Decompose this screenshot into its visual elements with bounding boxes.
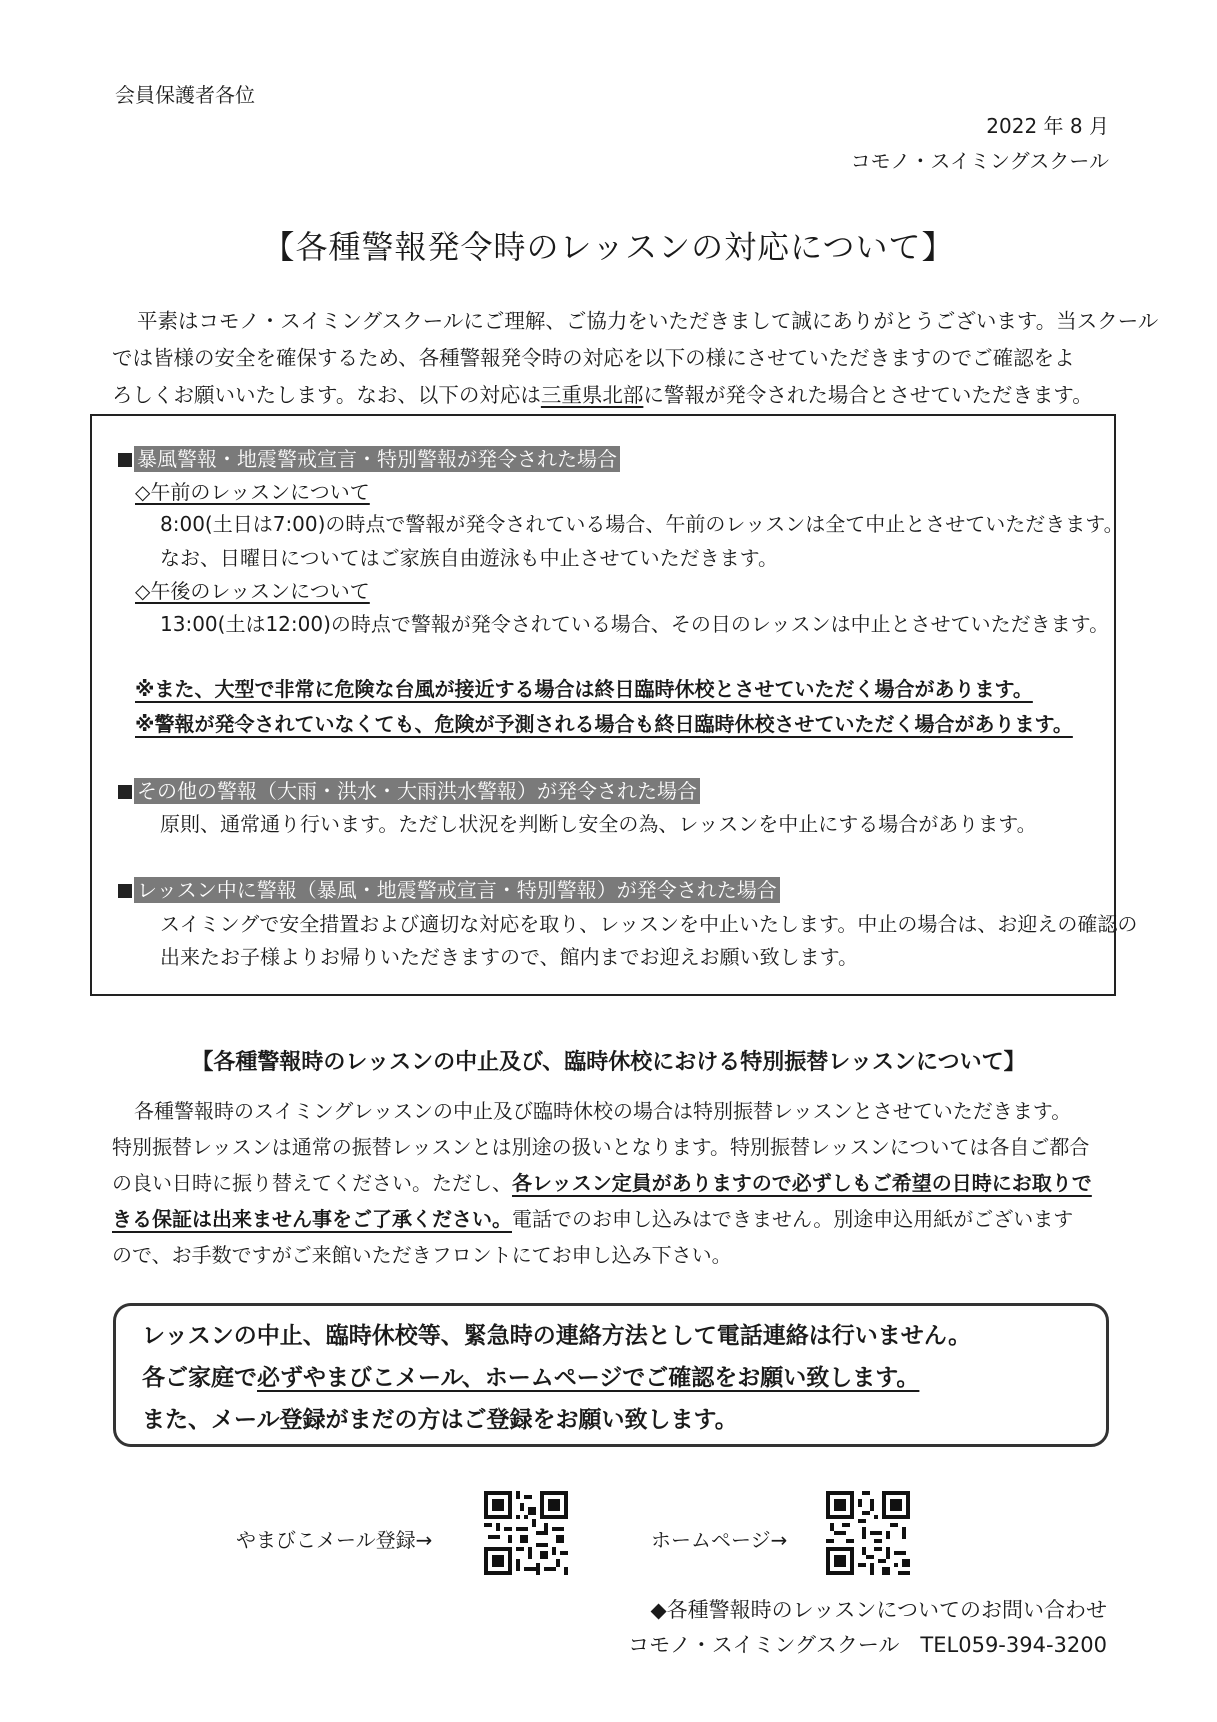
region-emphasis: 三重県北部: [540, 383, 644, 407]
square-bullet-icon: [118, 453, 132, 467]
sec1-heading-text: 暴風警報・地震警戒宣言・特別警報が発令された場合: [134, 446, 620, 472]
am-lesson-label: [135, 479, 370, 505]
issuer-name: コモノ・スイミングスクール: [850, 149, 1109, 173]
intro-paragraph: [112, 303, 1159, 414]
am-lesson-label-text: ◇午前のレッスンについて: [135, 480, 370, 504]
am-lesson-text-2: なお、日曜日についてはご家族自由遊泳も中止させていただきます。: [160, 546, 778, 570]
capacity-emphasis-2: きる保証は出来ません事をご了承ください。: [112, 1207, 512, 1231]
square-bullet-icon: [118, 884, 132, 898]
yamabiko-mail-label: やまびこメール登録→: [236, 1528, 433, 1552]
pm-lesson-label: [135, 578, 370, 604]
section2-line-3: [112, 1165, 1112, 1201]
typhoon-note-text: ※また、大型で非常に危険な台風が接近する場合は終日臨時休校とさせていただく場合があります。: [135, 677, 1033, 701]
sec1-heading: [118, 446, 620, 472]
page-title: 【各種警報発令時のレッスンの対応について】: [262, 228, 955, 266]
recipient: 会員保護者各位: [115, 83, 255, 107]
notice-line-2-emphasis: 必ずやまびこメール、ホームページでご確認をお願い致します。: [257, 1365, 920, 1391]
yamabiko-mail-qr-code[interactable]: [484, 1491, 568, 1575]
sec3-text-1: スイミングで安全措置および適切な対応を取り、レッスンを中止いたします。中止の場合は、お迎えの確認の: [160, 912, 1138, 936]
intro-line-1: 平素はコモノ・スイミングスクールにご理解、ご協力をいただきまして誠にありがとうございます。当スクール: [137, 309, 1159, 333]
section2-line-4-post: 電話でのお申し込みはできません。別途申込用紙がございます: [512, 1207, 1074, 1231]
section2-line-3-pre: の良い日時に振り替えてください。ただし、: [112, 1171, 512, 1195]
notice-line-2-pre: 各ご家庭で: [142, 1365, 257, 1391]
sec2-text: 原則、通常通り行います。ただし状況を判断し安全の為、レッスンを中止にする場合があります。: [160, 812, 1037, 836]
section2-line-5: ので、お手数ですがご来館いただきフロントにてお申し込み下さい。: [112, 1243, 732, 1267]
section2-title: 【各種警報時のレッスンの中止及び、臨時休校における特別振替レッスンについて】: [191, 1050, 1026, 1075]
contact-notice-text: [142, 1315, 971, 1441]
sec3-text-2: 出来たお子様よりお帰りいただきますので、館内までお迎えお願い致します。: [160, 945, 858, 969]
sec3-heading: [118, 877, 780, 903]
sec3-heading-text: レッスン中に警報（暴風・地震警戒宣言・特別警報）が発令された場合: [134, 877, 780, 903]
homepage-label: ホームページ→: [651, 1528, 788, 1552]
issue-date: 2022 年 8 月: [986, 114, 1109, 138]
sec2-heading: [118, 778, 700, 804]
sec2-heading-text: その他の警報（大雨・洪水・大雨洪水警報）が発令された場合: [134, 778, 700, 804]
prediction-note: [135, 711, 1073, 737]
contact-phone-line: コモノ・スイミングスクール TEL059-394-3200: [628, 1633, 1107, 1657]
notice-line-1: レッスンの中止、臨時休校等、緊急時の連絡方法として電話連絡は行いません。: [142, 1323, 972, 1349]
intro-line-3-post: に警報が発令された場合とさせていただきます。: [643, 383, 1093, 407]
pm-lesson-label-text: ◇午後のレッスンについて: [135, 579, 370, 603]
section2-line-2: 特別振替レッスンは通常の振替レッスンとは別途の扱いとなります。特別振替レッスンについては各自ご都合: [112, 1135, 1090, 1159]
intro-line-2: では皆様の安全を確保するため、各種警報発令時の対応を以下の様にさせていただきますのでご確認をよ: [112, 346, 1075, 370]
notice-line-2: [142, 1357, 971, 1399]
section2-line-1: 各種警報時のスイミングレッスンの中止及び臨時休校の場合は特別振替レッスンとさせていただきます。: [134, 1099, 1072, 1123]
pm-lesson-text: 13:00(土は12:00)の時点で警報が発令されている場合、その日のレッスンは中止とさせていただきます。: [160, 612, 1110, 636]
am-lesson-text-1: 8:00(土日は7:00)の時点で警報が発令されている場合、午前のレッスンは全て中止とさせていただきます。: [160, 512, 1124, 536]
notice-line-3: また、メール登録がまだの方はご登録をお願い致します。: [142, 1407, 738, 1433]
capacity-emphasis-1: 各レッスン定員がありますので必ずしもご希望の日時にお取りで: [512, 1171, 1092, 1195]
prediction-note-text: ※警報が発令されていなくても、危険が予測される場合も終日臨時休校させていただく場合があります。: [135, 712, 1073, 736]
intro-line-3: [112, 377, 1112, 414]
typhoon-note: [135, 676, 1033, 702]
intro-line-3-pre: ろしくお願いいたします。なお、以下の対応は: [112, 383, 541, 407]
square-bullet-icon: [118, 785, 132, 799]
contact-heading: ◆各種警報時のレッスンについてのお問い合わせ: [650, 1598, 1107, 1622]
homepage-qr-code[interactable]: [826, 1491, 910, 1575]
section2-paragraph: [112, 1093, 1112, 1273]
section2-line-4: [112, 1201, 1112, 1237]
